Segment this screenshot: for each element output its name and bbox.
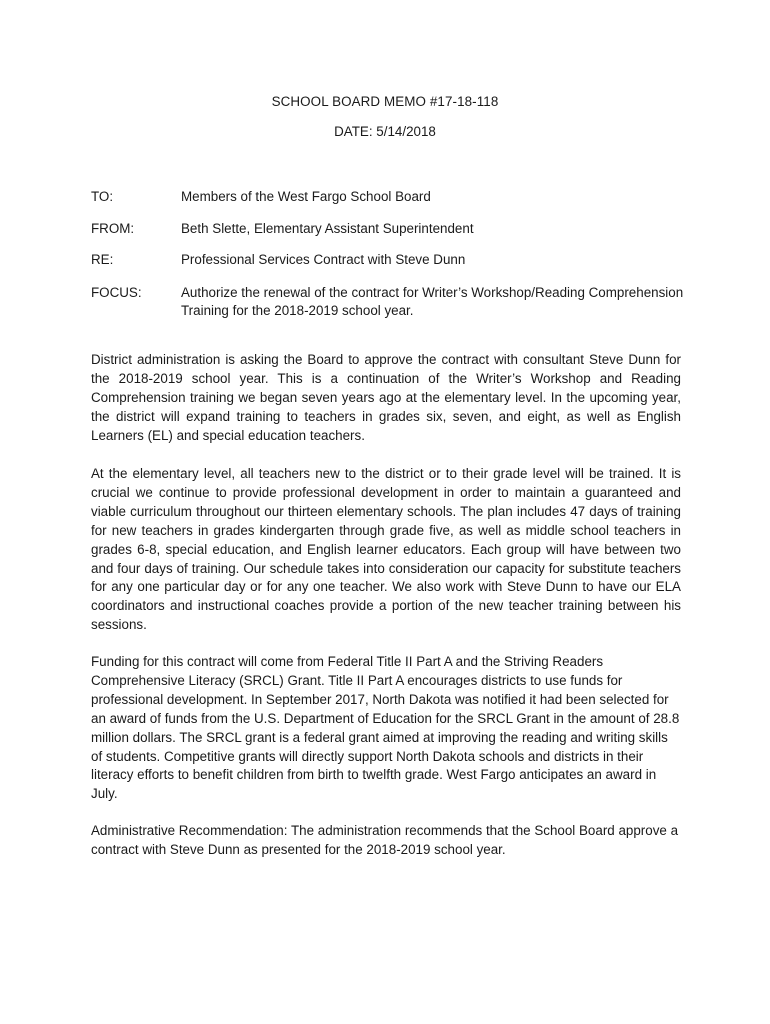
body-paragraph-2: At the elementary level, all teachers new to the district or to their grade level will be trained. It is crucial we continue to provide professional development in order to maintain a guaranteed and viable curriculum throughout our thirteen elementary schools. The plan includes 47 days of training for new teachers in grades kindergarten through grade five, as well as middle school teachers in grades 6-8, special education, and English learner educators. Each group will have between two and four days of training. Our schedule takes into consideration our capacity for substitute teachers for any one particular day or for any one teacher. We also work with Steve Dunn to have our ELA coordinators and instructional coaches provide a portion of the new teacher training between his sessions. xyxy=(91,466,681,633)
to-value: Members of the West Fargo School Board xyxy=(181,189,431,204)
memo-title: SCHOOL BOARD MEMO #17-18-118 xyxy=(271,94,499,109)
re-label: RE: xyxy=(91,252,114,267)
body-paragraph-4: Administrative Recommendation: The administration recommends that the School Board approve a contract with Steve Dunn as presented for the 2018-2019 school year. xyxy=(91,823,679,857)
from-value: Beth Slette, Elementary Assistant Superintendent xyxy=(181,221,474,236)
body-paragraph-3: Funding for this contract will come from Federal Title II Part A and the Striving Readers Comprehensive Literacy (SRCL) Grant. Title II Part A encourages districts to use funds for professional development. In September 2017, North Dakota was notified it had been selected for an award of funds from the U.S. Department of Education for the SRCL Grant in the amount of 28.8 million dollars. The SRCL grant is a federal grant aimed at improving the reading and writing skills of students. Competitive grants will directly support North Dakota schools and districts in their literacy efforts to benefit children from birth to twelfth grade. West Fargo anticipates an award in July. xyxy=(91,654,680,802)
focus-value: Authorize the renewal of the contract for Writer’s Workshop/Reading Comprehension Training for the 2018-2019 school year. xyxy=(181,285,684,318)
from-label: FROM: xyxy=(91,221,135,236)
to-label: TO: xyxy=(91,189,114,204)
body-paragraph-1: District administration is asking the Board to approve the contract with consultant Steve Dunn for the 2018-2019 school year. This is a continuation of the Writer’s Workshop and Reading Comprehension training we began seven years ago at the elementary level. In the upcoming year, the district will expand training to teachers in grades six, seven, and eight, as well as English Learners (EL) and special education teachers. xyxy=(91,352,681,443)
memo-date: DATE: 5/14/2018 xyxy=(334,124,436,139)
focus-label: FOCUS: xyxy=(91,285,142,300)
re-value: Professional Services Contract with Steve Dunn xyxy=(181,252,466,267)
